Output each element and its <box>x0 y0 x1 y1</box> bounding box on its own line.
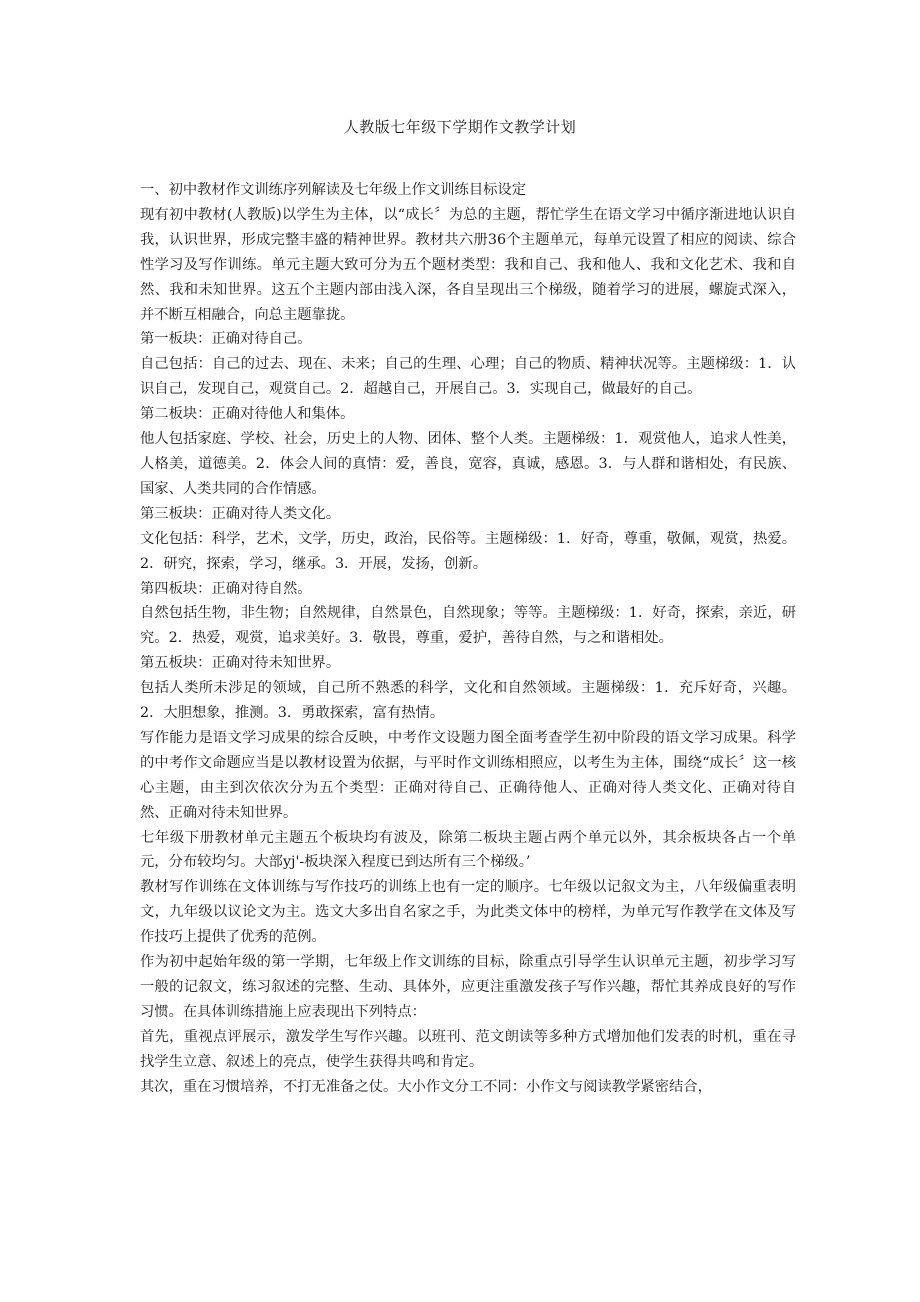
paragraph: 教材写作训练在文体训练与写作技巧的训练上也有一定的顺序。七年级以记叙文为主，八年级偏重表明文，九年级以议论文为主。选文大多出自名家之手，为此类文体中的榜样，为单元写作教学在文体及写作技巧上提供了优秀的范例。 <box>140 879 796 946</box>
block-heading: 第二板块：正确对待他人和集体。 <box>140 406 355 423</box>
paragraph: 其次，重在习惯培养，不打无准备之仗。大小作文分工不同：小作文与阅读教学紧密结合， <box>140 1078 712 1095</box>
paragraph: 现有初中教材(人教版)以学生为主体，以“成长〞为总的主题，帮忙学生在语文学习中循序渐进地认识自我，认识世界，形成完整丰盛的精神世界。教材共六册36个主题单元，每单元设置了相应的阅读、综合性学习及写作训练。单元主题大致可分为五个题材类型：我和自己、我和他人、我和文化艺术、我和自然、我和未知世界。这五个主题内部由浅入深，各自呈现出三个梯级，随着学习的进展，螺旋式深入，并不断互相融合，向总主题靠拢。 <box>140 206 796 323</box>
paragraph: 写作能力是语文学习成果的综合反映，中考作文设题力图全面考查学生初中阶段的语文学习成果。科学的中考作文命题应当是以教材设置为依据，与平时作文训练相照应，以考生为主体，围绕“成长〞这一核心主题，由主到次依次分为五个类型：正确对待自己、正确待他人、正确对待人类文化、正确对待自然、正确对待未知世界。 <box>140 729 796 821</box>
document-body <box>140 178 796 1100</box>
paragraph: 作为初中起始年级的第一学期，七年级上作文训练的目标，除重点引导学生认识单元主题，初步学习写一般的记叙文，练习叙述的完整、生动、具体外，应更注重激发孩子写作兴趣，帮忙其养成良好的写作习惯。在具体训练措施上应表现出下列特点： <box>140 954 796 1020</box>
section-heading: 一、初中教材作文训练序列解读及七年级上作文训练目标设定 <box>140 182 527 198</box>
paragraph: 包括人类所未涉足的领域，自己所不熟悉的科学，文化和自然领域。主题梯级：1．充斥好奇，兴趣。2．大胆想象，推测。3．勇敢探索，富有热情。 <box>140 680 796 722</box>
block-heading: 第三板块：正确对待人类文化。 <box>140 505 341 522</box>
paragraph: 自然包括生物，非生物；自然规律，自然景色，自然现象；等等。主题梯级：1．好奇，探索，亲近，研究。2．热爱，观赏，追求美好。3．敬畏，尊重，爱护，善待自然，与之和谐相处。 <box>140 605 796 647</box>
paragraph: 首先，重视点评展示，激发学生写作兴趣。以班刊、范文朗读等多种方式增加他们发表的时机，重在寻找学生立意、叙述上的亮点，使学生获得共鸣和肯定。 <box>140 1028 796 1070</box>
document-title: 人教版七年级下学期作文教学计划 <box>343 118 577 136</box>
paragraph: 他人包括家庭、学校、社会，历史上的人物、团体、整个人类。主题梯级：1．观赏他人，追求人性美，人格美，道德美。2．体会人间的真情：爱，善良，宽容，真诚，感恩。3．与人群和谐相处，有民族、国家、人类共同的合作情感。 <box>140 431 796 497</box>
paragraph: 七年级下册教材单元主题五个板块均有波及，除第二板块主题占两个单元以外，其余板块各占一个单元，分布较均匀。大部yj'-板块深入程度已到达所有三个梯级。’ <box>140 829 796 871</box>
block-heading: 第五板块：正确对待未知世界。 <box>140 655 341 672</box>
paragraph: 文化包括：科学，艺术，文学，历史，政治，民俗等。主题梯级：1．好奇，尊重，敬佩，观赏，热爱。2．研究，探索，学习，继承。3．开展，发扬，创新。 <box>140 530 796 572</box>
block-heading: 第一板块：正确对待自己。 <box>140 331 312 348</box>
block-heading: 第四板块：正确对待自然。 <box>140 580 312 597</box>
paragraph: 自己包括：自己的过去、现在、未来；自己的生理、心理；自己的物质、精神状况等。主题梯级：1．认识自己，发现自己，观赏自己。2．超越自己，开展自己。3．实现自己，做最好的自己。 <box>140 356 796 398</box>
